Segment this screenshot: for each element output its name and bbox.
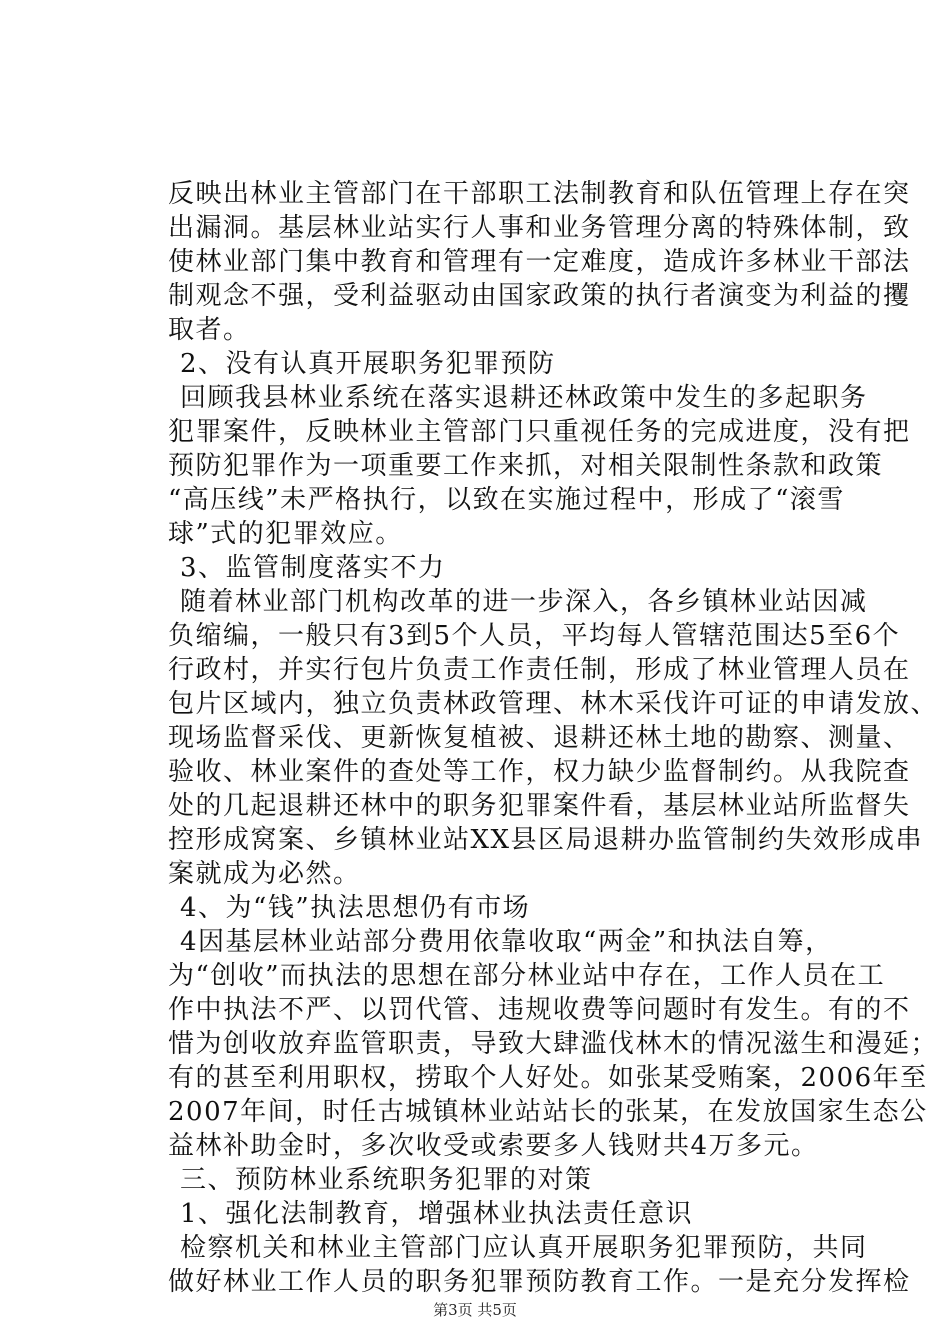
body-text-line: 球”式的犯罪效应。 (168, 519, 403, 549)
body-text-line: 包片区域内，独立负责林政管理、林木采伐许可证的申请发放、 (168, 689, 939, 719)
body-text-line: 4因基层林业站部分费用依靠收取“两金”和执法自筹， (180, 927, 833, 957)
body-text-line: 取者。 (168, 315, 251, 345)
body-text-line: 做好林业工作人员的职务犯罪预防教育工作。一是充分发挥检 (168, 1267, 911, 1297)
section-heading: 3、监管制度落实不力 (180, 553, 446, 583)
body-text-line: 处的几起退耕还林中的职务犯罪案件看，基层林业站所监督失 (168, 791, 911, 821)
body-text-line: 案就成为必然。 (168, 859, 361, 889)
body-text-line: 随着林业部门机构改革的进一步深入，各乡镇林业站因减 (180, 587, 868, 617)
section-heading: 4、为“钱”执法思想仍有市场 (180, 893, 531, 923)
body-text-line: 负缩编，一般只有3到5个人员，平均每人管辖范围达5至6个 (168, 621, 901, 651)
body-text-line: 行政村，并实行包片负责工作责任制，形成了林业管理人员在 (168, 655, 911, 685)
body-text-line: 反映出林业主管部门在干部职工法制教育和队伍管理上存在突 (168, 179, 911, 209)
body-text-line: 作中执法不严、以罚代管、违规收费等问题时有发生。有的不 (168, 995, 911, 1025)
body-text-line: “高压线”未严格执行，以致在实施过程中，形成了“滚雪 (168, 485, 845, 515)
body-text-line: 为“创收”而执法的思想在部分林业站中存在，工作人员在工 (168, 961, 886, 991)
body-text-line: 现场监督采伐、更新恢复植被、退耕还林土地的勘察、测量、 (168, 723, 911, 753)
body-text-line: 出漏洞。基层林业站实行人事和业务管理分离的特殊体制，致 (168, 213, 911, 243)
section-heading: 三、预防林业系统职务犯罪的对策 (180, 1165, 593, 1195)
body-text-line: 2007年间，时任古城镇林业站站长的张某，在发放国家生态公 (168, 1097, 928, 1127)
body-text-line: 惜为创收放弃监管职责，导致大肆滥伐林木的情况滋生和漫延； (168, 1029, 939, 1059)
body-text-line: 使林业部门集中教育和管理有一定难度，造成许多林业干部法 (168, 247, 911, 277)
section-heading: 2、没有认真开展职务犯罪预防 (180, 349, 556, 379)
body-text-line: 验收、林业案件的查处等工作，权力缺少监督制约。从我院查 (168, 757, 911, 787)
subsection-heading: 1、强化法制教育，增强林业执法责任意识 (180, 1199, 694, 1229)
page-number-footer: 第3页 共5页 (433, 1301, 517, 1319)
body-text-line: 检察机关和林业主管部门应认真开展职务犯罪预防，共同 (180, 1233, 868, 1263)
body-text-line: 制观念不强，受利益驱动由国家政策的执行者演变为利益的攫 (168, 281, 911, 311)
body-text-line: 预防犯罪作为一项重要工作来抓，对相关限制性条款和政策 (168, 451, 884, 481)
body-text-line: 回顾我县林业系统在落实退耕还林政策中发生的多起职务 (180, 383, 868, 413)
body-text-line: 控形成窝案、乡镇林业站XX县区局退耕办监管制约失效形成串 (168, 825, 924, 855)
body-text-line: 益林补助金时，多次收受或索要多人钱财共4万多元。 (168, 1131, 819, 1161)
body-text-line: 犯罪案件，反映林业主管部门只重视任务的完成进度，没有把 (168, 417, 911, 447)
body-text-line: 有的甚至利用职权，捞取个人好处。如张某受贿案，2006年至 (168, 1063, 928, 1093)
